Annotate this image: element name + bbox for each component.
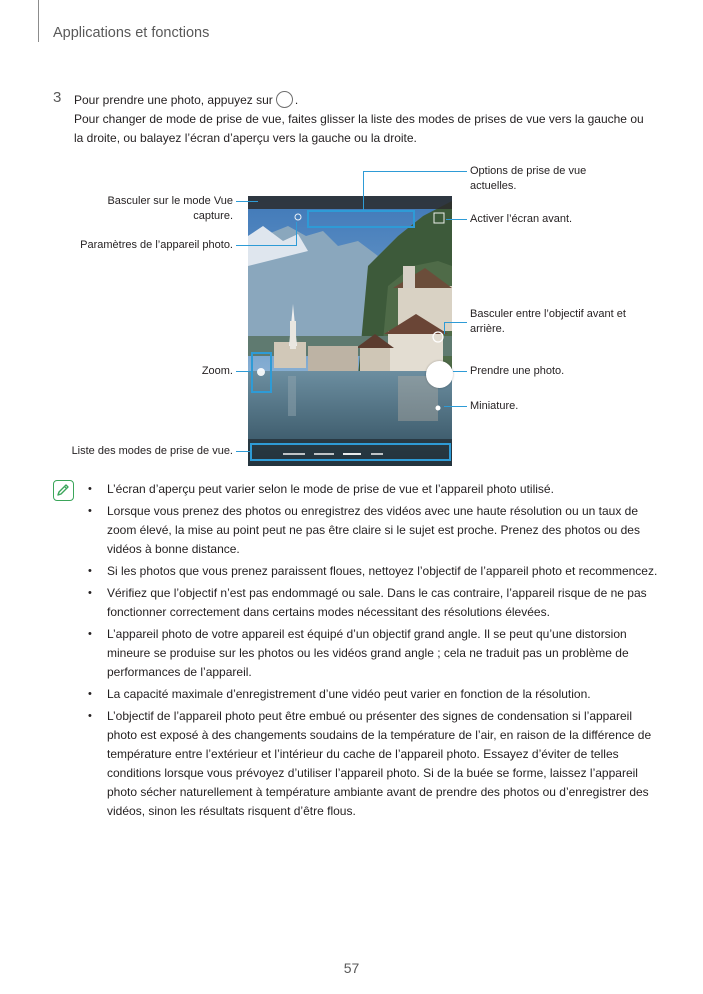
callout-line — [444, 322, 445, 334]
callout-thumbnail: Miniature. — [470, 400, 519, 412]
callout-line — [444, 322, 467, 323]
callout-front-screen: Activer l’écran avant. — [470, 213, 573, 225]
callout-mode-list: Liste des modes de prise de vue. — [71, 445, 233, 457]
list-item: • L’écran d’aperçu peut varier selon le mode de prise de vue et l’appareil photo utilisé. — [88, 480, 658, 499]
step-instruction-end: . — [294, 93, 299, 107]
page-number: 57 — [343, 960, 360, 976]
callout-zoom: Zoom. — [201, 365, 233, 377]
callout-line — [363, 171, 364, 210]
callout-line — [444, 406, 467, 407]
pencil-icon — [54, 481, 72, 499]
callout-settings: Paramètres de l’appareil photo. — [80, 239, 233, 251]
callout-line — [446, 219, 467, 220]
mode-list-highlight — [250, 443, 451, 461]
callout-line — [363, 171, 467, 172]
callout-line — [453, 371, 467, 372]
step-description: Pour changer de mode de prise de vue, faites glisser la liste des modes de prises de vue vers la gauche ou la droite, ou balayez l’écran d’aperçu vers la gauche ou la droite. — [74, 112, 644, 145]
step-number: 3 — [53, 89, 62, 106]
callout-line — [236, 245, 296, 246]
hallstatt-landscape-image — [248, 196, 452, 466]
step-instruction-text: Pour prendre une photo, appuyez sur — [74, 93, 273, 107]
callout-take-photo: Prendre une photo. — [470, 365, 565, 377]
callout-switch-lens: Basculer entre l’objectif avant et arrière. — [470, 308, 626, 335]
header-rule — [38, 0, 39, 42]
step-instruction — [74, 91, 298, 108]
list-item: • L’objectif de l’appareil photo peut être embué ou présenter des signes de condensation si l’appareil photo est exposé à des changements soudains de la température de l’air, en raison de la différence de température entre l’extérieur et l’intérieur du cache de l’appareil photo. Essayez d’éviter de telles conditions lorsque vous prévoyez d’utiliser l’appareil photo. Si de la buée se forme, laissez l’appareil photo sécher naturellement à température ambiante avant de prendre des photos ou d’enregistrer des vidéos, sinon les résultats risquent d’être flous. — [88, 707, 658, 821]
list-item: • L’appareil photo de votre appareil est équipé d’un objectif grand angle. Il se peut qu’une distorsion mineure se produise sur les photos ou les vidéos grand angle ; cela ne traduit pas un problème de performances de l’appareil. — [88, 625, 658, 682]
callout-shooting-options: Options de prise de vue actuelles. — [470, 165, 587, 192]
section-title: Applications et fonctions — [53, 25, 210, 41]
callout-line — [296, 222, 297, 246]
list-item: • Si les photos que vous prenez paraissent floues, nettoyez l’objectif de l’appareil photo et recommencez. — [88, 562, 658, 581]
take-photo-button[interactable] — [426, 361, 453, 388]
camera-preview-screenshot — [248, 196, 452, 466]
callout-vue-capture: Basculer sur le mode Vue capture. — [107, 195, 233, 222]
note-pencil-icon — [53, 480, 74, 501]
callout-line — [236, 451, 250, 452]
list-item: • La capacité maximale d’enregistrement d’une vidéo peut varier en fonction de la résolution. — [88, 685, 658, 704]
callout-line — [236, 371, 251, 372]
shutter-icon — [276, 91, 293, 108]
list-item: • Vérifiez que l’objectif n’est pas endommagé ou sale. Dans le cas contraire, l’appareil risque de ne pas fonctionner correctement dans certains modes nécessitant des résolutions élevées. — [88, 584, 658, 622]
callout-line — [236, 201, 258, 202]
current-options-highlight — [307, 210, 415, 228]
notes-list — [88, 480, 658, 824]
zoom-highlight — [251, 352, 272, 393]
list-item: • Lorsque vous prenez des photos ou enregistrez des vidéos avec une haute résolution ou un taux de zoom élevé, la mise au point peut ne pas être claire si le sujet est proche. Prenez des photos ou des vidéos à bonne distance. — [88, 502, 658, 559]
